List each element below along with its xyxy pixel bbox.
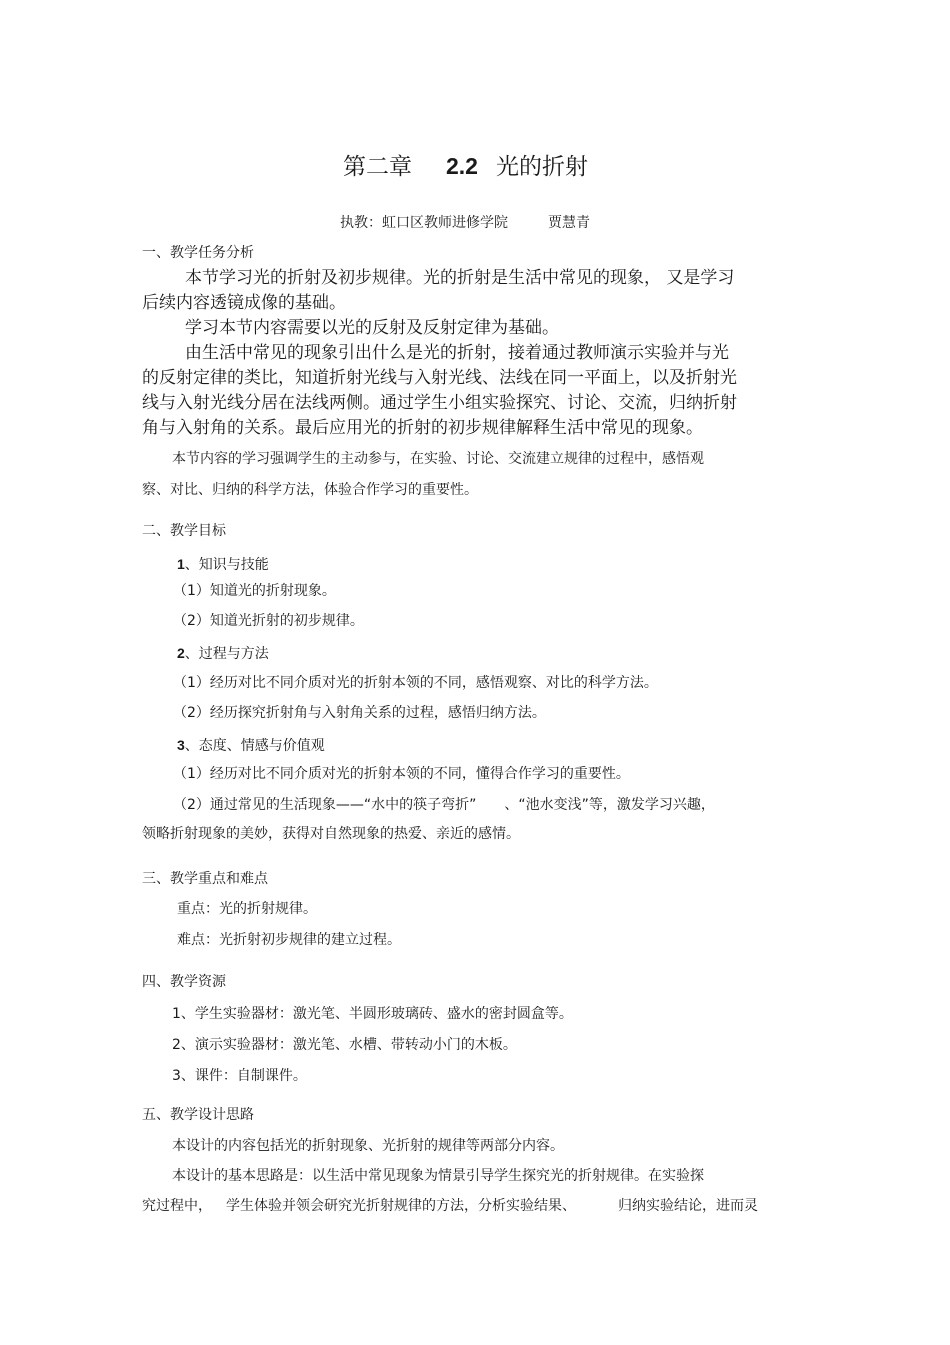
author-name: 贾慧青 [548,215,590,231]
paragraph-line: 察、对比、归纳的科学方法，体验合作学习的重要性。 [142,482,478,498]
section-heading-1: 一、教学任务分析 [142,245,254,261]
difficulty-point: 难点：光折射初步规律的建立过程。 [177,932,401,948]
title-topic: 光的折射 [495,154,588,180]
resource-item: 3、课件：自制课件。 [172,1068,307,1084]
author-line [340,216,590,230]
paragraph-line: 的反射定律的类比，知道折射光线与入射光线、法线在同一平面上，以及折射光 [142,368,737,388]
paragraph-line: 由生活中常见的现象引出什么是光的折射，接着通过教师演示实验并与光 [185,343,729,363]
paragraph-line: 本设计的内容包括光的折射现象、光折射的规律等两部分内容。 [172,1138,564,1154]
goal-item: （2）经历探究折射角与入射角关系的过程，感悟归纳方法。 [173,705,546,721]
page-title [343,155,588,179]
resource-item: 1、学生实验器材：激光笔、半圆形玻璃砖、盛水的密封圆盒等。 [172,1006,573,1022]
section-heading-5: 五、教学设计思路 [142,1107,254,1123]
goal-item: （2）通过常见的生活现象——“水中的筷子弯折” 、“池水变浅”等，激发学习兴趣， [173,797,715,813]
goal-item: （1）知道光的折射现象。 [173,583,336,599]
paragraph-line: 后续内容透镜成像的基础。 [142,293,346,313]
title-number: 2.2 [446,153,478,179]
resource-item: 2、演示实验器材：激光笔、水槽、带转动小门的木板。 [172,1037,517,1053]
goal-group-heading: 3、态度、情感与价值观 [177,737,325,754]
paragraph-line: 究过程中， 学生体验并领会研究光折射规律的方法，分析实验结果、 归纳实验结论，进而灵 [142,1198,758,1214]
section-heading-4: 四、教学资源 [142,974,226,990]
goal-item: （1）经历对比不同介质对光的折射本领的不同，懂得合作学习的重要性。 [173,766,630,782]
goal-group-heading: 1、知识与技能 [177,556,269,573]
goal-item: （1）经历对比不同介质对光的折射本领的不同，感悟观察、对比的科学方法。 [173,675,658,691]
author-label: 执教：虹口区教师进修学院 [340,215,508,231]
paragraph-line: 线与入射光线分居在法线两侧。通过学生小组实验探究、讨论、交流，归纳折射 [142,393,737,413]
paragraph-line: 学习本节内容需要以光的反射及反射定律为基础。 [185,318,559,338]
goal-item-continued: 领略折射现象的美妙，获得对自然现象的热爱、亲近的感情。 [142,826,520,842]
key-point: 重点：光的折射规律。 [177,901,317,917]
paragraph-line: 本节内容的学习强调学生的主动参与，在实验、讨论、交流建立规律的过程中，感悟观 [172,451,704,467]
goal-item: （2）知道光折射的初步规律。 [173,613,364,629]
paragraph-line: 本节学习光的折射及初步规律。光的折射是生活中常见的现象， 又是学习 [185,268,735,288]
section-heading-3: 三、教学重点和难点 [142,871,268,887]
title-chapter: 第二章 [343,154,412,180]
section-heading-2: 二、教学目标 [142,523,226,539]
paragraph-line: 本设计的基本思路是：以生活中常见现象为情景引导学生探究光的折射规律。在实验探 [172,1168,704,1184]
goal-group-heading: 2、过程与方法 [177,645,269,662]
paragraph-line: 角与入射角的关系。最后应用光的折射的初步规律解释生活中常见的现象。 [142,418,703,438]
